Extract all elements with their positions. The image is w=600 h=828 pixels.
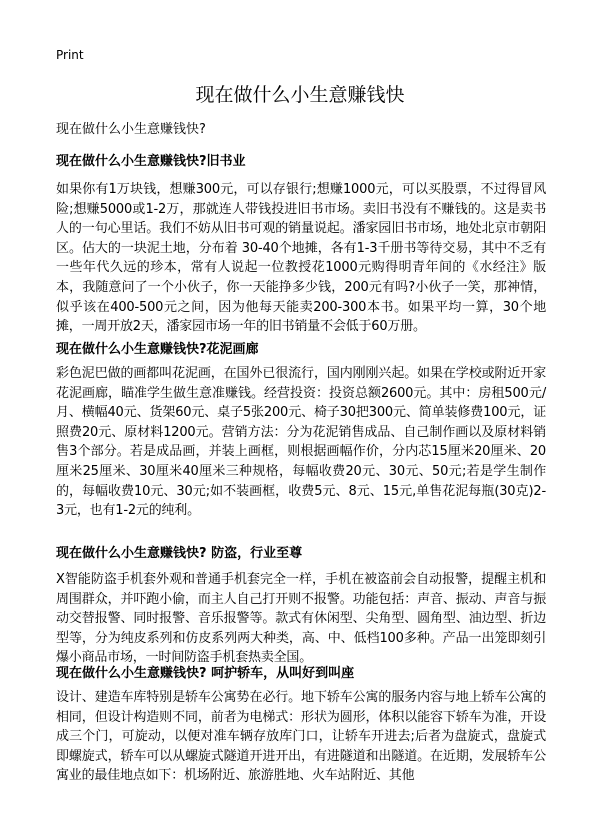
section-heading-clay-gallery: 现在做什么小生意赚钱快?花泥画廊: [56, 342, 259, 357]
print-link[interactable]: Print: [56, 48, 84, 62]
section-body-anti-theft: X智能防盗手机套外观和普通手机套完全一样，手机在被盗前会自动报警，提醒主机和周围群众，并吓跑小偷，而主人自己打开则不报警。功能包括：声音、振动、声音与振动交替报警、同时报警、音乐报警等。款式有休闲型、尖角型、圆角型、油边型、折边型等，分为纯皮系列和仿皮系列两大种类，高、中、低档100多种。产品一出笼即刻引爆小商品市场，一时间防盗手机套热卖全国。: [56, 572, 546, 666]
section-heading-car-care: 现在做什么小生意赚钱快? 呵护轿车，从叫好到叫座: [56, 666, 355, 681]
section-body-car-care: 设计、建造车库特别是轿车公寓势在必行。地下轿车公寓的服务内容与地上轿车公寓的相同，但设计构造则不同，前者为电梯式：形状为圆形，体积以能容下轿车为准，开设成三个门，可旋动，以便对准车辆存放库门口，让轿车开进去;后者为盘旋式，盘旋式即螺旋式，轿车可以从螺旋式隧道开进开出，有进隧道和出隧道。在近期，发展轿车公寓业的最佳地点如下：机场附近、旅游胜地、火车站附近、其他: [56, 690, 546, 784]
intro-text: 现在做什么小生意赚钱快?: [56, 122, 206, 137]
section-body-clay-gallery: 彩色泥巴做的画都叫花泥画，在国外已很流行，国内刚刚兴起。如果在学校或附近开家花泥画廊，瞄准学生做生意准赚钱。经营投资：投资总额2600元。其中：房租500元/月、横幅40元、货架60元、桌子5张200元、椅子30把300元、简单装修费100元，证照费20元、原材料1200元。营销方法：分为花泥销售成品、自己制作画以及原材料销售3个部分。若是成品画，并装上画框，则根据画幅作价，分内芯15厘米20厘米、20厘米25厘米、30厘米40厘米三种规格，每幅收费20元、30元、50元;若是学生制作的，每幅收费10元、30元;如不装画框，收费5元、8元、15元,单售花泥每瓶(30克)2-3元，也有1-2元的纯利。: [56, 366, 546, 519]
section-heading-anti-theft: 现在做什么小生意赚钱快? 防盗，行业至尊: [56, 546, 303, 561]
section-heading-used-books: 现在做什么小生意赚钱快?旧书业: [56, 154, 246, 169]
page-title: 现在做什么小生意赚钱快: [195, 84, 405, 106]
section-body-used-books: 如果你有1万块钱，想赚300元，可以存银行;想赚1000元，可以买股票，不过得冒风险;想赚5000或1-2万，那就连人带钱投进旧书市场。卖旧书没有不赚钱的。这是卖书人的一句心里话。我们不妨从旧书可观的销量说起。潘家园旧书市场，地处北京市朝阳区。佔大的一块泥土地，分布着 30-40个地摊，各有1-3千册书等待交易，其中不乏有一些年代久远的珍本，常有人说起一位教授花1000元购得明青年间的《水经注》版本，我随意问了一个小伙子，你一天能挣多少钱，200元有吗?小伙子一笑，那神情，似乎该在400-500元之间，因为他每天能卖200-300本书。如果平均一算，30个地摊，一周开放2天，潘家园市场一年的旧书销量不会低于60万册。: [56, 182, 546, 335]
